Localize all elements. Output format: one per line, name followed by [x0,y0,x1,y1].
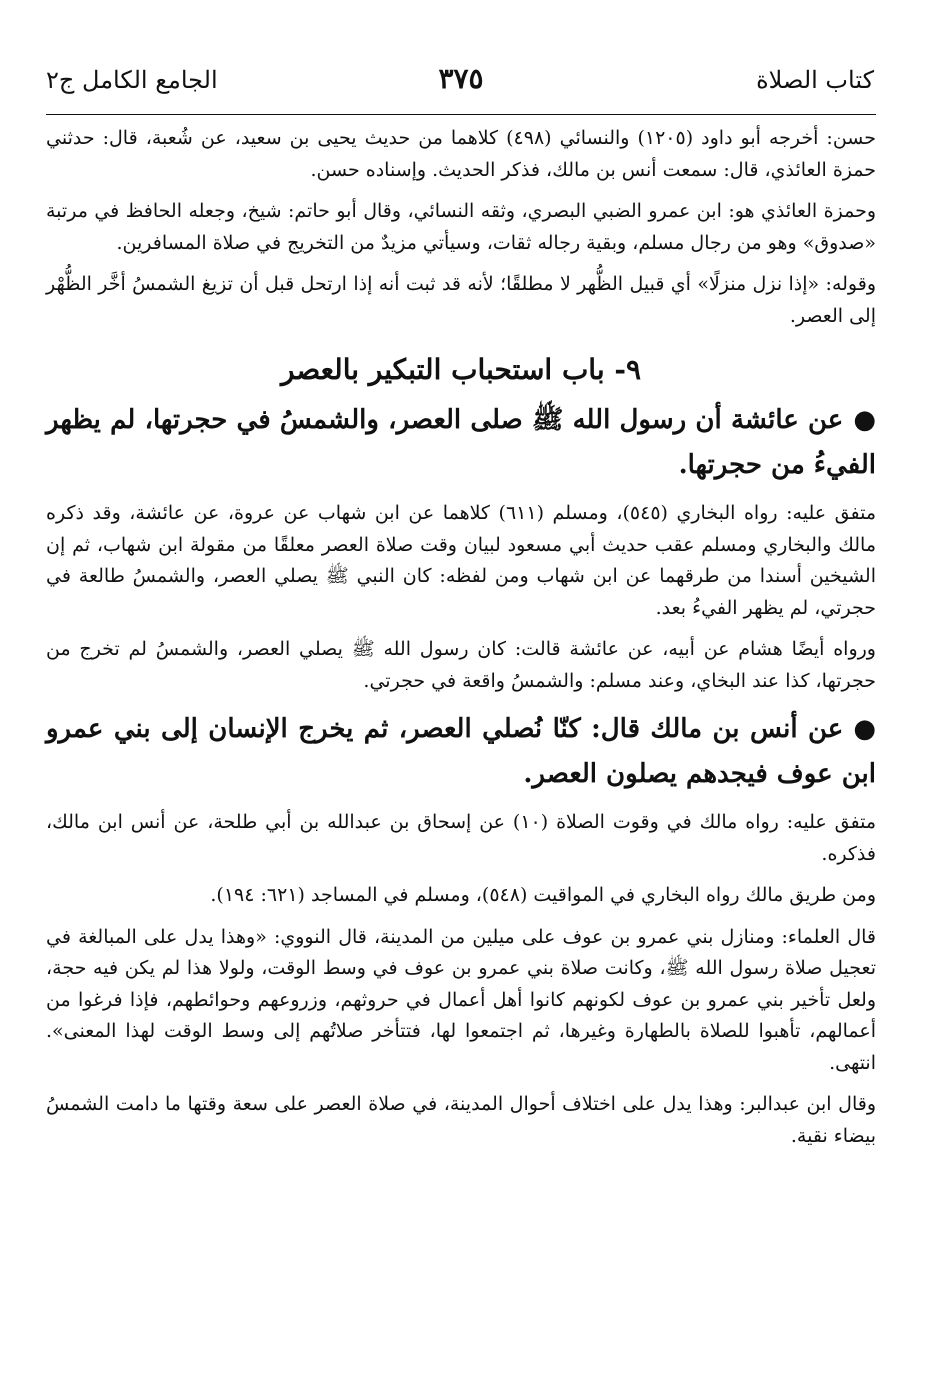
book-running-title: الجامع الكامل ج٢ [46,66,218,94]
hadith-paragraph [46,707,876,797]
commentary-paragraph: متفق عليه: رواه البخاري (٥٤٥)، ومسلم (٦١١) كلاهما عن ابن شهاب عن عروة، عن عائشة، وقد ذكره مالك والبخاري ومسلم عقب حديث أبي مسعود لبيان وقت صلاة العصر معلقًا من مقولة ابن شهاب، ثم إن الشيخين أسندا من طرقهما عن ابن شهاب ومن لفظه: كان النبي ﷺ يصلي العصر، والشمسُ طالعة في حجرتي، لم يظهر الفيءُ بعد. [46,502,876,619]
commentary-paragraph: ورواه أيضًا هشام عن أبيه، عن عائشة قالت: كان رسول الله ﷺ يصلي العصر، والشمسُ لم تخرج من حجرتها، كذا عند البخاي، وعند مسلم: والشمسُ واقعة في حجرتي. [46,638,876,692]
hadith-text: عن أنس بن مالك قال: كنّا نُصلي العصر، ثم يخرج الإنسان إلى بني عمرو ابن عوف فيجدهم يصلون العصر. [46,714,876,789]
page-header [46,60,876,115]
commentary-paragraph: حسن: أخرجه أبو داود (١٢٠٥) والنسائي (٤٩٨) كلاهما من حديث يحيى بن سعيد، عن شُعبة، قال: حدثني حمزة العائذي، قال: سمعت أنس بن مالك، فذكر الحديث. وإسناده حسن. [46,127,876,181]
page-body [46,123,876,1152]
commentary-paragraph: وحمزة العائذي هو: ابن عمرو الضبي البصري، وثقه النسائي، وقال أبو حاتم: شيخ، وجعله الحافظ في مرتبة «صدوق» وهو من رجال مسلم، وبقية رجاله ثقات، وسيأتي مزيدٌ من التخريج في صلاة المسافرين. [46,200,876,254]
chapter-running-title: كتاب الصلاة [756,66,874,94]
hadith-paragraph [46,398,876,488]
book-page [46,60,876,1152]
chapter-heading: ٩- باب استحباب التبكير بالعصر [280,353,642,386]
page-number: ٣٧٥ [438,62,484,95]
commentary-paragraph: وقال ابن عبدالبر: وهذا يدل على اختلاف أحوال المدينة، في صلاة العصر على سعة وقتها ما دامت الشمسُ بيضاء نقية. [46,1093,876,1147]
commentary-paragraph: متفق عليه: رواه مالك في وقوت الصلاة (١٠) عن إسحاق بن عبدالله بن أبي طلحة، عن أنس ابن مالك، فذكره. [46,811,876,865]
bullet-icon: ● [853,714,876,744]
bullet-icon: ● [853,405,876,435]
hadith-text: عن عائشة أن رسول الله ﷺ صلى العصر، والشمسُ في حجرتها، لم يظهر الفيءُ من حجرتها. [46,405,876,480]
commentary-paragraph: قال العلماء: ومنازل بني عمرو بن عوف على ميلين من المدينة، قال النووي: «وهذا يدل على المبالغة في تعجيل صلاة رسول الله ﷺ، وكانت صلاة بني عمرو بن عوف في وسط الوقت، ولولا هذا لم يكن فيه حجة، ولعل تأخير بني عمرو بن عوف لكونهم كانوا أهل أعمال في حروثهم، وزروعهم وحوائطهم، فإذا فرغوا من أعمالهم، تأهبوا للصلاة بالطهارة وغيرها، ثم اجتمعوا لها، فتتأخر صلاتُهم إلى وسط الوقت لهذا المعنى». انتهى. [46,925,876,1074]
commentary-paragraph: ومن طريق مالك رواه البخاري في المواقيت (٥٤٨)، ومسلم في المساجد (٦٢١: ١٩٤). [210,884,876,906]
commentary-paragraph: وقوله: «إذا نزل منزلًا» أي قبيل الظُّهر لا مطلقًا؛ لأنه قد ثبت أنه إذا ارتحل قبل أن تزيغ الشمسُ أخَّر الظُّهْر إلى العصر. [46,273,876,327]
